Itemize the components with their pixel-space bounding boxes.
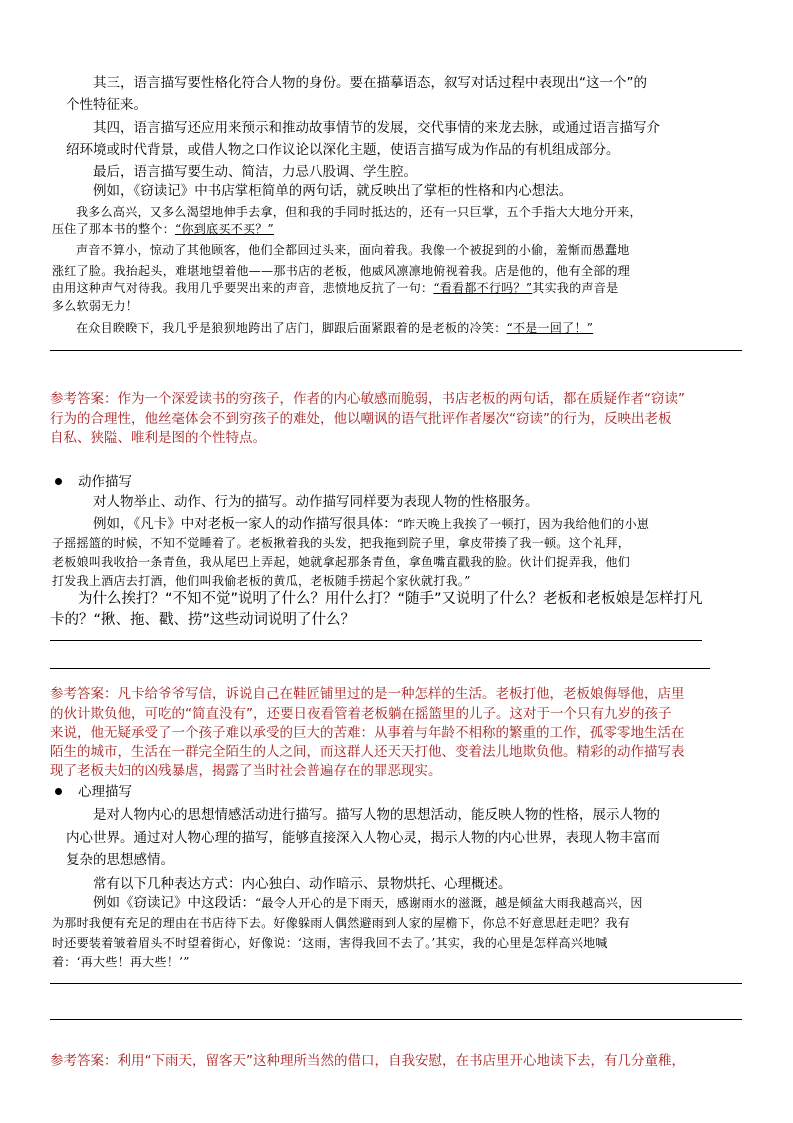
answer-line-5 xyxy=(50,1019,742,1020)
bullet-icon xyxy=(55,478,62,485)
quote1-line-1: 我多么高兴，又多么渴望地伸手去拿，但和我的手同时抵达的，还有一只巨掌，五个手指大大地分开来， xyxy=(76,205,642,219)
para-3-line-1: 其三，语言描写要性格化符合人物的身份。要在描摹语态，叙写对话过程中表现出“这一个”的 xyxy=(93,75,647,91)
answer3-line-1: 参考答案：利用“下雨天，留客天”这种理所当然的借口，自我安慰，在书店里开心地读下去，有几分童稚， xyxy=(50,1053,685,1069)
quote1-line-6: 多么软弱无力！ xyxy=(52,299,139,313)
answer-line-3 xyxy=(50,668,710,669)
quote1-line-5: 由用这种声气对待我。我用几乎要哭出来的声音，悲愤地反抗了一句：“看看都不行吗？”其实我的声音是 xyxy=(52,281,619,295)
quote1-line-3: 声音不算小，惊动了其他顾客，他们全都回过头来，面向着我。我像一个被捉到的小偷，羞惭而愚蠢地 xyxy=(76,243,630,257)
para-last: 最后，语言描写要生动、简洁，力忌八股调、学生腔。 xyxy=(93,164,417,180)
psych-example-line-4: 着：‘再大些！再大些！’” xyxy=(52,955,190,969)
answer2-line-4: 陌生的城市，生活在一群完全陌生的人之间，而这群人还天天打他、变着法儿地欺负他。精彩的动作描写表 xyxy=(50,744,685,760)
action-example-line-3: 老板娘叫我收拾一条青鱼，我从尾巴上弄起，她就拿起那条青鱼，拿鱼嘴直戳我的脸。伙计们捉弄我，他们 xyxy=(52,555,631,569)
answer-line-1 xyxy=(50,350,742,351)
section-heading-psych: 心理描写 xyxy=(78,784,132,800)
quote1-line-4: 涨红了脸。我抬起头，难堪地望着他——那书店的老板，他威风凛凛地俯视着我。店是他的，他有全部的理 xyxy=(52,264,631,278)
answer1-line-3: 自私、狭隘、唯利是图的个性特点。 xyxy=(50,430,266,446)
answer2-line-3: 来说，他无疑承受了一个孩子难以承受的巨大的苦难：从事着与年龄不相称的繁重的工作，孤零零地生活在 xyxy=(50,725,685,741)
action-example-line-4: 打发我上酒店去打酒，他们叫我偷老板的黄瓜，老板随手捞起个家伙就打我。” xyxy=(52,574,471,588)
answer2-line-2: 的伙计欺负他，可吃的“简直没有”，还要日夜看管着老板躺在摇篮里的儿子。这对于一个只有九岁的孩子 xyxy=(50,706,672,722)
para-4-line-2: 绍环境或时代背景，或借人物之口作议论以深化主题，使语言描写成为作品的有机组成部分。 xyxy=(66,142,620,158)
psych-intro-line-2: 内心世界。通过对人物心理的描写，能够直接深入人物心灵，揭示人物的内心世界，表现人物丰富而 xyxy=(66,830,660,846)
action-question-line-1: 为什么挨打？“不知不觉”说明了什么？用什么打？“随手”又说明了什么？老板和老板娘是怎样打凡 xyxy=(78,591,703,607)
para-3-line-2: 个性特征来。 xyxy=(66,97,147,113)
answer1-line-1: 参考答案：作为一个深爱读书的穷孩子，作者的内心敏感而脆弱，书店老板的两句话，都在质疑作者“窃读” xyxy=(50,391,685,407)
quote1-line-7: 在众目睽睽下，我几乎是狼狈地跨出了店门，脚跟后面紧跟着的是老板的冷笑：“不是一回了！” xyxy=(76,321,594,335)
psych-example-line-2: 为那时我便有充足的理由在书店待下去。好像躲雨人偶然避雨到人家的屋檐下，你总不好意思赶走吧？我有 xyxy=(52,916,631,930)
quote1-line-2: 压住了那本书的整个：“你到底买不买？” xyxy=(52,222,274,236)
action-intro: 对人物举止、动作、行为的描写。动作描写同样要为表现人物的性格服务。 xyxy=(93,494,539,510)
action-example-line-2: 子摇摇篮的时候，不知不觉睡着了。老板揪着我的头发，把我拖到院子里，拿皮带揍了我一顿。这个礼拜， xyxy=(52,536,631,550)
answer-line-4 xyxy=(50,983,742,984)
answer-line-2 xyxy=(50,640,702,641)
psych-methods: 常有以下几种表达方式：内心独白、动作暗示、景物烘托、心理概述。 xyxy=(93,876,512,892)
psych-intro-line-3: 复杂的思想感情。 xyxy=(66,852,174,868)
section-heading-action: 动作描写 xyxy=(78,474,132,490)
bullet-icon xyxy=(55,788,62,795)
psych-intro-line-1: 是对人物内心的思想情感活动进行描写。描写人物的思想活动，能反映人物的性格，展示人物的 xyxy=(93,807,660,823)
psych-example-line-3: 时还要装着皱着眉头不时望着街心，好像说：‘这雨，害得我回不去了。’其实，我的心里是怎样高兴地喊 xyxy=(52,936,608,950)
para-example: 例如，《窃读记》中书店掌柜简单的两句话，就反映出了掌柜的性格和内心想法。 xyxy=(93,183,573,199)
para-4-line-1: 其四，语言描写还应用来预示和推动故事情节的发展，交代事情的来龙去脉，或通过语言描写介 xyxy=(93,120,660,136)
action-example-line-1: 例如，《凡卡》中对老板一家人的动作描写很具体：“昨天晚上我挨了一顿打，因为我给他们的小崽 xyxy=(93,516,650,532)
answer2-line-1: 参考答案：凡卡给爷爷写信，诉说自己在鞋匠铺里过的是一种怎样的生活。老板打他，老板娘侮辱他，店里 xyxy=(50,686,685,702)
psych-example-line-1: 例如《窃读记》中这段话：“最令人开心的是下雨天，感谢雨水的滋溉，越是倾盆大雨我越高兴，因 xyxy=(93,895,643,911)
action-question-line-2: 卡的？“揪、拖、戳、捞”这些动词说明了什么？ xyxy=(50,612,356,628)
answer2-line-5: 现了老板夫妇的凶残暴虐，揭露了当时社会普遍存在的罪恶现实。 xyxy=(50,763,442,779)
answer1-line-2: 行为的合理性，他丝毫体会不到穷孩子的难处，他以嘲讽的语气批评作者屡次“窃读”的行为，反映出老板 xyxy=(50,411,672,427)
